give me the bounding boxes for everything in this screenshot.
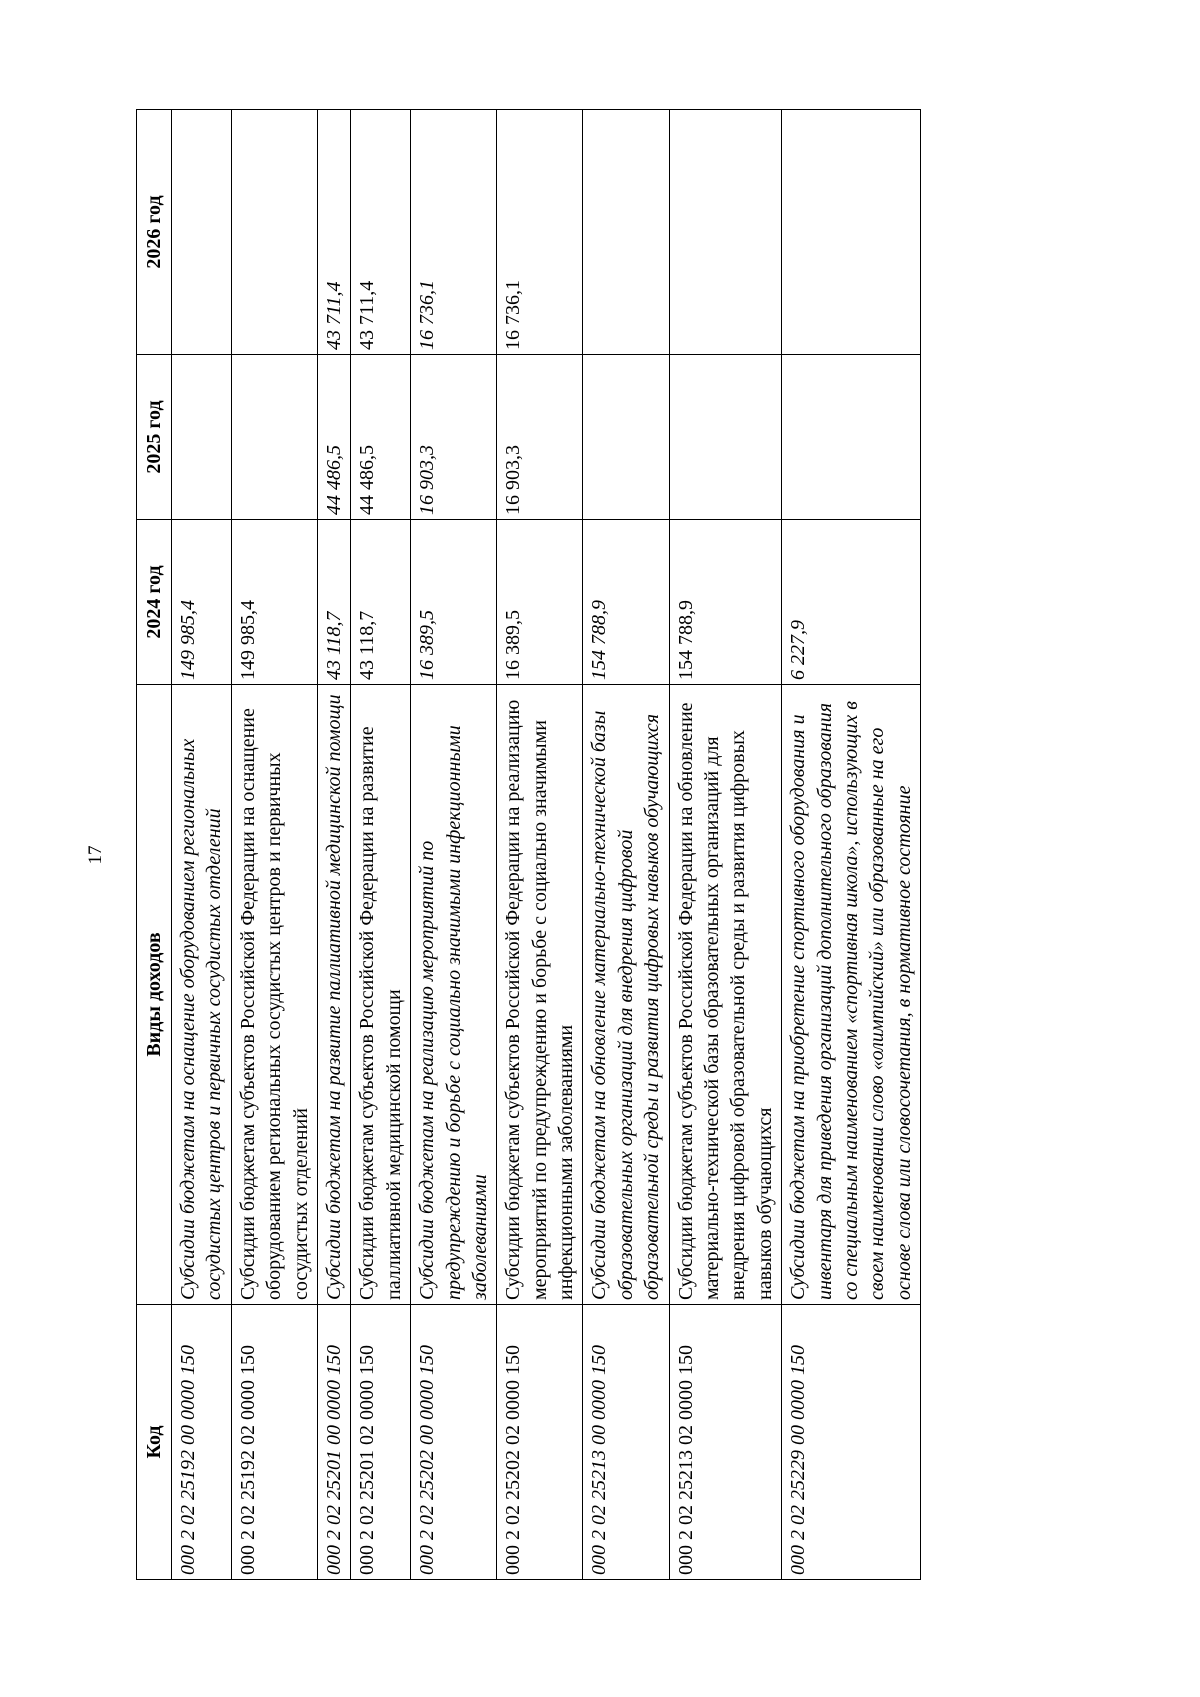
revenue-kind-cell: Субсидии бюджетам субъектов Российской Федерации на обновление материально-технической базы образовательных организаций для внедрения цифровой образовательной среды и развития цифровых навыков обучающихся — [669, 685, 782, 1305]
code-cell: 000 2 02 25202 02 0000 150 — [497, 1305, 583, 1580]
table-row — [583, 110, 669, 1580]
value-2024-cell: 43 118,7 — [317, 520, 350, 685]
value-2024-cell: 149 985,4 — [172, 520, 232, 685]
value-2026-cell — [172, 110, 232, 355]
value-2024-cell: 154 788,9 — [669, 520, 782, 685]
table-row — [669, 110, 782, 1580]
table-body — [172, 110, 921, 1580]
value-2024-cell: 149 985,4 — [231, 520, 317, 685]
column-header-kind: Виды доходов — [137, 685, 172, 1305]
value-2025-cell — [583, 355, 669, 520]
value-2026-cell: 43 711,4 — [351, 110, 411, 355]
value-2024-cell: 16 389,5 — [497, 520, 583, 685]
value-2025-cell — [782, 355, 921, 520]
revenue-kind-cell: Субсидии бюджетам на приобретение спортивного оборудования и инвентаря для приведения организаций дополнительного образования со специальным наименованием «спортивная школа», использующих в своем наименовании слово «олимпийский» или образованные на его основе слова или словосочетания, в нормативное состояние — [782, 685, 921, 1305]
revenue-kind-cell: Субсидии бюджетам субъектов Российской Федерации на оснащение оборудованием региональных сосудистых центров и первичных сосудистых отделений — [231, 685, 317, 1305]
table-row — [351, 110, 411, 1580]
table-row — [231, 110, 317, 1580]
rotated-sheet — [136, 110, 1016, 1580]
value-2025-cell: 16 903,3 — [411, 355, 497, 520]
value-2026-cell: 16 736,1 — [497, 110, 583, 355]
value-2026-cell — [782, 110, 921, 355]
value-2025-cell: 16 903,3 — [497, 355, 583, 520]
code-cell: 000 2 02 25201 02 0000 150 — [351, 1305, 411, 1580]
value-2025-cell — [172, 355, 232, 520]
value-2024-cell: 154 788,9 — [583, 520, 669, 685]
revenue-kind-cell: Субсидии бюджетам субъектов Российской Федерации на реализацию мероприятий по предупреждению и борьбе с социально значимыми инфекционными заболеваниями — [497, 685, 583, 1305]
code-cell: 000 2 02 25192 00 0000 150 — [172, 1305, 232, 1580]
value-2024-cell: 6 227,9 — [782, 520, 921, 685]
table-row — [782, 110, 921, 1580]
revenue-kind-cell: Субсидии бюджетам субъектов Российской Федерации на развитие паллиативной медицинской помощи — [351, 685, 411, 1305]
revenue-kind-cell: Субсидии бюджетам на реализацию мероприятий по предупреждению и борьбе с социально значимыми инфекционными заболеваниями — [411, 685, 497, 1305]
value-2025-cell — [231, 355, 317, 520]
value-2026-cell — [583, 110, 669, 355]
table-row — [497, 110, 583, 1580]
value-2026-cell: 43 711,4 — [317, 110, 350, 355]
code-cell: 000 2 02 25192 02 0000 150 — [231, 1305, 317, 1580]
page-number: 17 — [85, 845, 106, 865]
code-cell: 000 2 02 25213 00 0000 150 — [583, 1305, 669, 1580]
revenue-kind-cell: Субсидии бюджетам на оснащение оборудованием региональных сосудистых центров и первичных сосудистых отделений — [172, 685, 232, 1305]
code-cell: 000 2 02 25229 00 0000 150 — [782, 1305, 921, 1580]
code-cell: 000 2 02 25202 00 0000 150 — [411, 1305, 497, 1580]
table-row — [317, 110, 350, 1580]
column-header-2026: 2026 год — [137, 110, 172, 355]
table-row — [172, 110, 232, 1580]
revenue-kind-cell: Субсидии бюджетам на развитие паллиативной медицинской помощи — [317, 685, 350, 1305]
revenue-kind-cell: Субсидии бюджетам на обновление материально-технической базы образовательных организаций для внедрения цифровой образовательной среды и развития цифровых навыков обучающихся — [583, 685, 669, 1305]
value-2025-cell: 44 486,5 — [317, 355, 350, 520]
column-header-2025: 2025 год — [137, 355, 172, 520]
value-2024-cell: 16 389,5 — [411, 520, 497, 685]
table-header-row — [137, 110, 172, 1580]
code-cell: 000 2 02 25213 02 0000 150 — [669, 1305, 782, 1580]
value-2025-cell: 44 486,5 — [351, 355, 411, 520]
value-2026-cell: 16 736,1 — [411, 110, 497, 355]
column-header-code: Код — [137, 1305, 172, 1580]
code-cell: 000 2 02 25201 00 0000 150 — [317, 1305, 350, 1580]
value-2024-cell: 43 118,7 — [351, 520, 411, 685]
value-2026-cell — [231, 110, 317, 355]
table-row — [411, 110, 497, 1580]
revenue-table — [136, 109, 921, 1580]
column-header-2024: 2024 год — [137, 520, 172, 685]
value-2025-cell — [669, 355, 782, 520]
value-2026-cell — [669, 110, 782, 355]
